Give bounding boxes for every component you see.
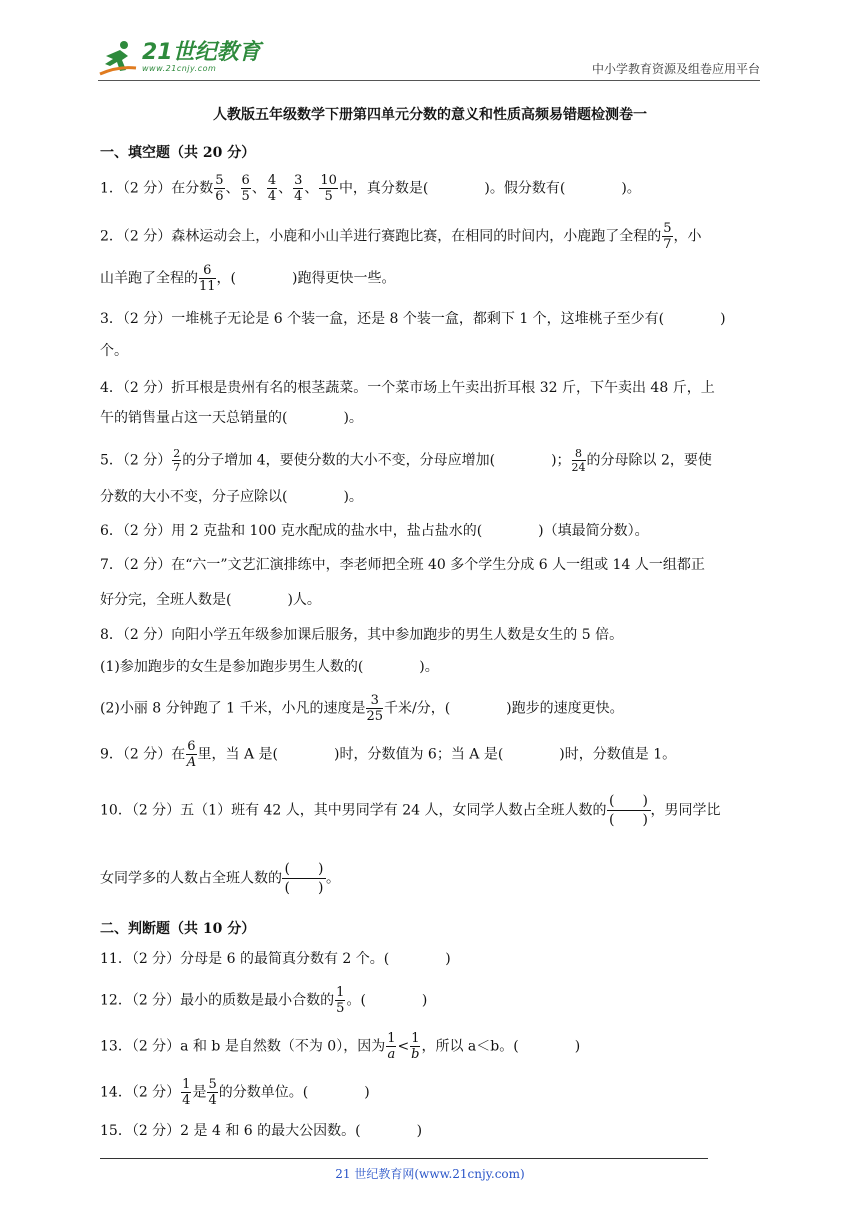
denominator: 7: [663, 237, 672, 252]
question-7-line-2: 好分完，全班人数是( )人。: [100, 592, 321, 608]
page-header: [98, 34, 760, 81]
fraction: [214, 174, 224, 203]
separator: 、: [278, 180, 293, 197]
document-title: 人教版五年级数学下册第四单元分数的意义和性质高频易错题检测卷一: [213, 107, 647, 123]
q12-text-a: 12．（2 分）最小的质数是最小合数的: [100, 992, 335, 1009]
separator: 、: [251, 180, 266, 197]
q1-text-b: 中，真分数是( )。假分数有( )。: [338, 180, 641, 197]
question-8-line-3: [100, 694, 770, 723]
numerator: 8: [572, 448, 586, 461]
question-7-line-1: 7．（2 分）在“六一”文艺汇演排练中，李老师把全班 40 多个学生分成 6 人一组或 14 人一组都正: [100, 557, 705, 573]
q5-text-a: 5．（2 分）: [100, 452, 172, 469]
numerator: 1: [387, 1031, 396, 1046]
platform-text: 中小学教育资源及组卷应用平台: [591, 62, 760, 76]
question-10-line-1: [100, 794, 770, 827]
blank-fraction[interactable]: [282, 862, 326, 895]
q10-text-c: 女同学多的人数占全班人数的: [100, 870, 282, 887]
fraction: [181, 1078, 191, 1107]
denominator: a: [387, 1047, 396, 1062]
denominator: 4: [208, 1093, 217, 1108]
denominator: 5: [241, 189, 250, 204]
q10-text-b: ，男同学比: [650, 802, 721, 819]
blank-numerator: ( ): [607, 794, 651, 811]
section-fill-blank-heading: 一、填空题（共 20 分）: [100, 145, 256, 161]
question-5-line-1: [100, 448, 770, 473]
question-3-line-2: 个。: [100, 343, 128, 359]
q5-text-b: 的分子增加 4，要使分数的大小不变，分母应增加( )；: [182, 452, 571, 469]
numerator: 3: [366, 694, 383, 709]
denominator: 7: [173, 461, 181, 474]
footer-link[interactable]: 21 世纪教育网(www.21cnjy.com): [335, 1167, 525, 1181]
q8-text-c: (2)小丽 8 分钟跑了 1 千米，小凡的速度是: [100, 700, 366, 717]
fraction: [199, 264, 216, 293]
question-4-line-2: 午的销售量占这一天总销量的( )。: [100, 410, 363, 426]
logo-sub-text: www.21cnjy.com: [142, 64, 217, 73]
numerator: 5: [215, 173, 224, 188]
q14-text-c: 的分数单位。( ): [218, 1084, 370, 1101]
fraction: [186, 740, 196, 769]
denominator: 11: [199, 279, 216, 294]
q13-text-a: 13．（2 分）a 和 b 是自然数（不为 0），因为: [100, 1038, 386, 1055]
question-13: [100, 1032, 770, 1061]
denominator: 24: [571, 461, 586, 474]
fraction: [572, 448, 586, 473]
separator: 、: [304, 180, 319, 197]
q1-text-a: 1．（2 分）在分数: [100, 180, 214, 197]
footer-divider: [100, 1158, 708, 1159]
numerator: 5: [208, 1077, 217, 1092]
logo: [98, 34, 261, 78]
question-10-line-2: [100, 862, 770, 895]
q9-text-a: 9．（2 分）在: [100, 746, 186, 763]
question-12: [100, 986, 770, 1015]
blank-denominator: ( ): [609, 812, 648, 828]
fraction: [207, 1078, 217, 1107]
question-15: 15．（2 分）2 是 4 和 6 的最大公因数。( ): [100, 1123, 423, 1139]
blank-denominator: ( ): [284, 880, 324, 896]
separator: 、: [225, 180, 240, 197]
question-2-line-2: [100, 264, 770, 293]
question-3-line-1: 3．（2 分）一堆桃子无论是 6 个装一盒，还是 8 个装一盒，都剩下 1 个，这堆桃子至少有( ): [100, 311, 726, 327]
denominator: 4: [294, 189, 303, 204]
denominator: 5: [324, 189, 333, 204]
q9-text-b: 里，当 A 是( )时，分数值为 6；当 A 是( )时，分数值是 1。: [197, 746, 677, 763]
q14-text-b: 是: [192, 1084, 207, 1101]
question-6: 6．（2 分）用 2 克盐和 100 克水配成的盐水中，盐占盐水的( )（填最简分数）。: [100, 523, 649, 539]
fraction: [366, 694, 383, 723]
question-8-line-1: 8．（2 分）向阳小学五年级参加课后服务，其中参加跑步的男生人数是女生的 5 倍。: [100, 627, 624, 643]
fraction: [267, 174, 277, 203]
blank-fraction[interactable]: [607, 794, 651, 827]
q13-text-b: ，所以 a＜b。( ): [421, 1038, 581, 1055]
fraction: [335, 986, 345, 1015]
q10-text-d: 。: [326, 870, 340, 887]
denominator: 6: [215, 189, 224, 204]
question-11: 11．（2 分）分母是 6 的最简真分数有 2 个。( ): [100, 951, 451, 967]
logo-main-text: 21世纪教育: [142, 40, 261, 65]
q14-text-a: 14．（2 分）: [100, 1084, 181, 1101]
fraction: [386, 1032, 396, 1061]
q2-text-b: ，小: [673, 228, 702, 245]
q2-text-d: ，( )跑得更快一些。: [216, 270, 396, 287]
fraction: [293, 174, 303, 203]
denominator: A: [186, 755, 197, 770]
numerator: 1: [182, 1077, 191, 1092]
denominator: 4: [267, 189, 277, 204]
q12-text-b: 。( ): [346, 992, 428, 1009]
numerator: 6: [187, 739, 196, 754]
q2-text-c: 山羊跑了全程的: [100, 270, 198, 287]
blank-numerator: ( ): [282, 862, 326, 879]
less-than-sign: <: [397, 1038, 410, 1055]
question-1: [100, 174, 770, 203]
numerator: 2: [173, 447, 181, 460]
fraction: [241, 174, 251, 203]
q2-text-a: 2．（2 分）森林运动会上，小鹿和小山羊进行赛跑比赛，在相同的时间内，小鹿跑了全程的: [100, 228, 662, 245]
question-4-line-1: 4．（2 分）折耳根是贵州有名的根茎蔬菜。一个菜市场上午卖出折耳根 32 斤，下午卖出 48 斤，上: [100, 380, 715, 396]
numerator: 6: [241, 173, 250, 188]
numerator: 4: [267, 173, 277, 188]
fraction: [662, 222, 672, 251]
fraction: [410, 1032, 420, 1061]
fraction: [172, 448, 181, 473]
question-9: [100, 740, 770, 769]
question-8-line-2: (1)参加跑步的女生是参加跑步男生人数的( )。: [100, 659, 439, 675]
question-2-line-1: [100, 222, 770, 251]
numerator: 1: [411, 1031, 420, 1046]
numerator: 10: [320, 173, 337, 188]
question-14: [100, 1078, 770, 1107]
numerator: 1: [336, 985, 345, 1000]
numerator: 6: [199, 264, 216, 279]
question-5-line-2: 分数的大小不变，分子应除以( )。: [100, 489, 363, 505]
numerator: 3: [294, 173, 303, 188]
denominator: 4: [182, 1093, 191, 1108]
runner-logo-icon: [98, 38, 138, 78]
fraction: [319, 174, 338, 203]
denominator: 5: [336, 1001, 345, 1016]
denominator: b: [411, 1047, 420, 1062]
q10-text-a: 10．（2 分）五（1）班有 42 人，其中男同学有 24 人，女同学人数占全班人数的: [100, 802, 607, 819]
q8-text-d: 千米/分，( )跑步的速度更快。: [384, 700, 624, 717]
section-true-false-heading: 二、判断题（共 10 分）: [100, 921, 256, 937]
numerator: 5: [663, 221, 672, 236]
q5-text-c: 的分母除以 2，要使: [586, 452, 712, 469]
denominator: 25: [366, 709, 383, 724]
